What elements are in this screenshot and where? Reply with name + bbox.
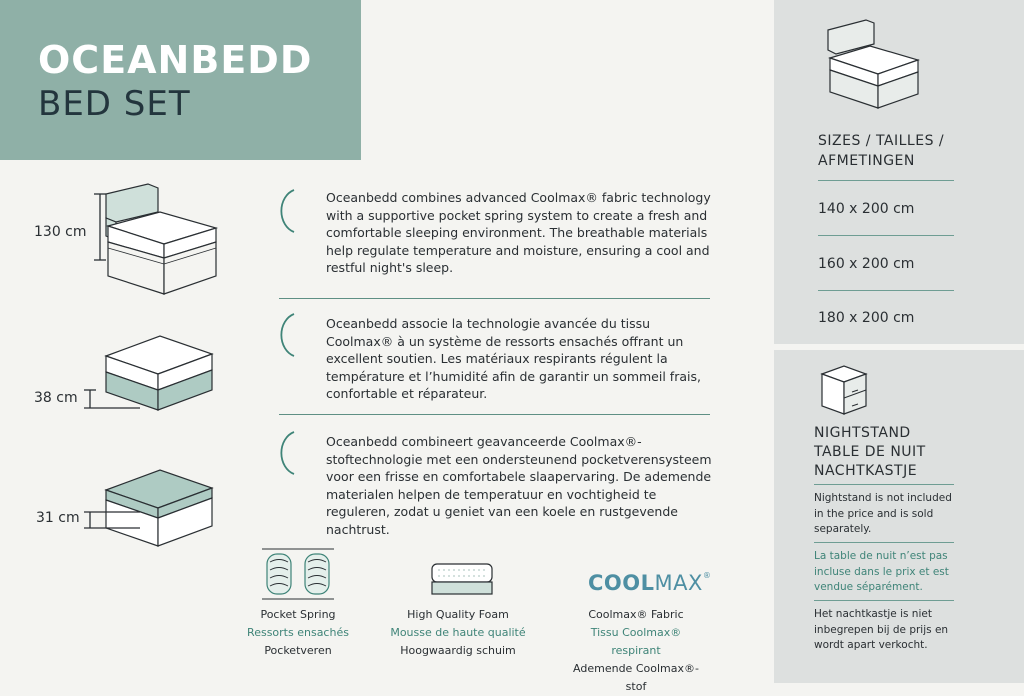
feature-label-fr: Tissu Coolmax® respirant <box>590 626 682 657</box>
feature-label-en: Coolmax® Fabric <box>588 608 684 621</box>
nightstand-note-en: Nightstand is not included in the price and is sold separately. <box>814 492 952 535</box>
dimension-label-130: 130 cm <box>34 224 87 240</box>
coolmax-logo <box>588 571 711 595</box>
crescent-icon <box>278 188 298 234</box>
coolmax-logo-max: MAX <box>654 571 703 595</box>
divider <box>279 414 710 415</box>
feature-label-fr: Mousse de haute qualité <box>390 626 526 639</box>
feature-label-fr: Ressorts ensachés <box>247 626 349 639</box>
feature-label-nl: Hoogwaardig schuim <box>400 644 516 657</box>
brand-title: OCEANBEDD <box>38 38 313 82</box>
sizes-heading-line1: SIZES / TAILLES / <box>818 133 945 149</box>
pocket-spring-icon <box>262 548 334 600</box>
feature-label-nl: Ademende Coolmax®-stof <box>573 662 699 693</box>
bed-with-headboard-icon <box>90 182 230 297</box>
product-subtitle: BED SET <box>38 84 191 124</box>
description-nl: Oceanbedd combineert geavanceerde Coolmax®-stoftechnologie met een ondersteunend pocketverensysteem voor een frisse en comfortabele slaapervaring. De ademende materialen helpen de temperatuur en vochtigheid te reguleren, zodat u geniet van een koele en rustgevende nachtrust. <box>326 434 712 537</box>
nightstand-heading <box>814 424 926 481</box>
divider <box>279 298 710 299</box>
divider <box>818 290 954 291</box>
divider <box>814 484 954 485</box>
foam-mattress-icon <box>428 560 496 600</box>
crescent-icon <box>278 312 298 358</box>
coolmax-logo-reg: ® <box>702 571 712 580</box>
nightstand-heading-fr: TABLE DE NUIT <box>814 444 926 460</box>
coolmax-logo-cool: COOL <box>588 571 655 595</box>
divider <box>818 235 954 236</box>
description-en: Oceanbedd combines advanced Coolmax® fabric technology with a supportive pocket spring system to create a fresh and comfortable sleeping environment. The breathable materials help regulate temperature and moisture, ensuring a cool and restful night's sleep. <box>326 190 711 275</box>
dimension-label-38: 38 cm <box>34 390 78 406</box>
divider <box>814 542 954 543</box>
divider <box>814 600 954 601</box>
sizes-heading-line2: AFMETINGEN <box>818 153 915 169</box>
feature-foam <box>388 606 528 660</box>
size-item: 160 x 200 cm <box>818 256 915 272</box>
dimension-label-31: 31 cm <box>36 510 80 526</box>
nightstand-heading-en: NIGHTSTAND <box>814 425 911 441</box>
crescent-icon <box>278 430 298 476</box>
description-fr: Oceanbedd associe la technologie avancée du tissu Coolmax® à un système de ressorts ensachés offrant un excellent soutien. Les matériaux respirants régulent la température et l’humidité afin de garantir un sommeil frais, confortable et réparateur. <box>326 316 701 401</box>
nightstand-heading-nl: NACHTKASTJE <box>814 463 918 479</box>
size-item: 140 x 200 cm <box>818 201 915 217</box>
feature-pocket-spring <box>228 606 368 660</box>
feature-label-en: Pocket Spring <box>260 608 336 621</box>
size-item: 180 x 200 cm <box>818 310 915 326</box>
feature-label-nl: Pocketveren <box>264 644 332 657</box>
nightstand-icon <box>820 364 870 416</box>
box-spring-base-icon <box>80 462 230 557</box>
divider <box>818 180 954 181</box>
bed-outline-icon <box>822 20 922 110</box>
mattress-top-icon <box>80 328 230 418</box>
nightstand-note-fr: La table de nuit n’est pas incluse dans le prix et est vendue séparément. <box>814 550 949 593</box>
feature-label-en: High Quality Foam <box>407 608 509 621</box>
sizes-heading <box>818 131 944 171</box>
nightstand-note-nl: Het nachtkastje is niet inbegrepen bij de prijs en wordt apart verkocht. <box>814 608 949 651</box>
